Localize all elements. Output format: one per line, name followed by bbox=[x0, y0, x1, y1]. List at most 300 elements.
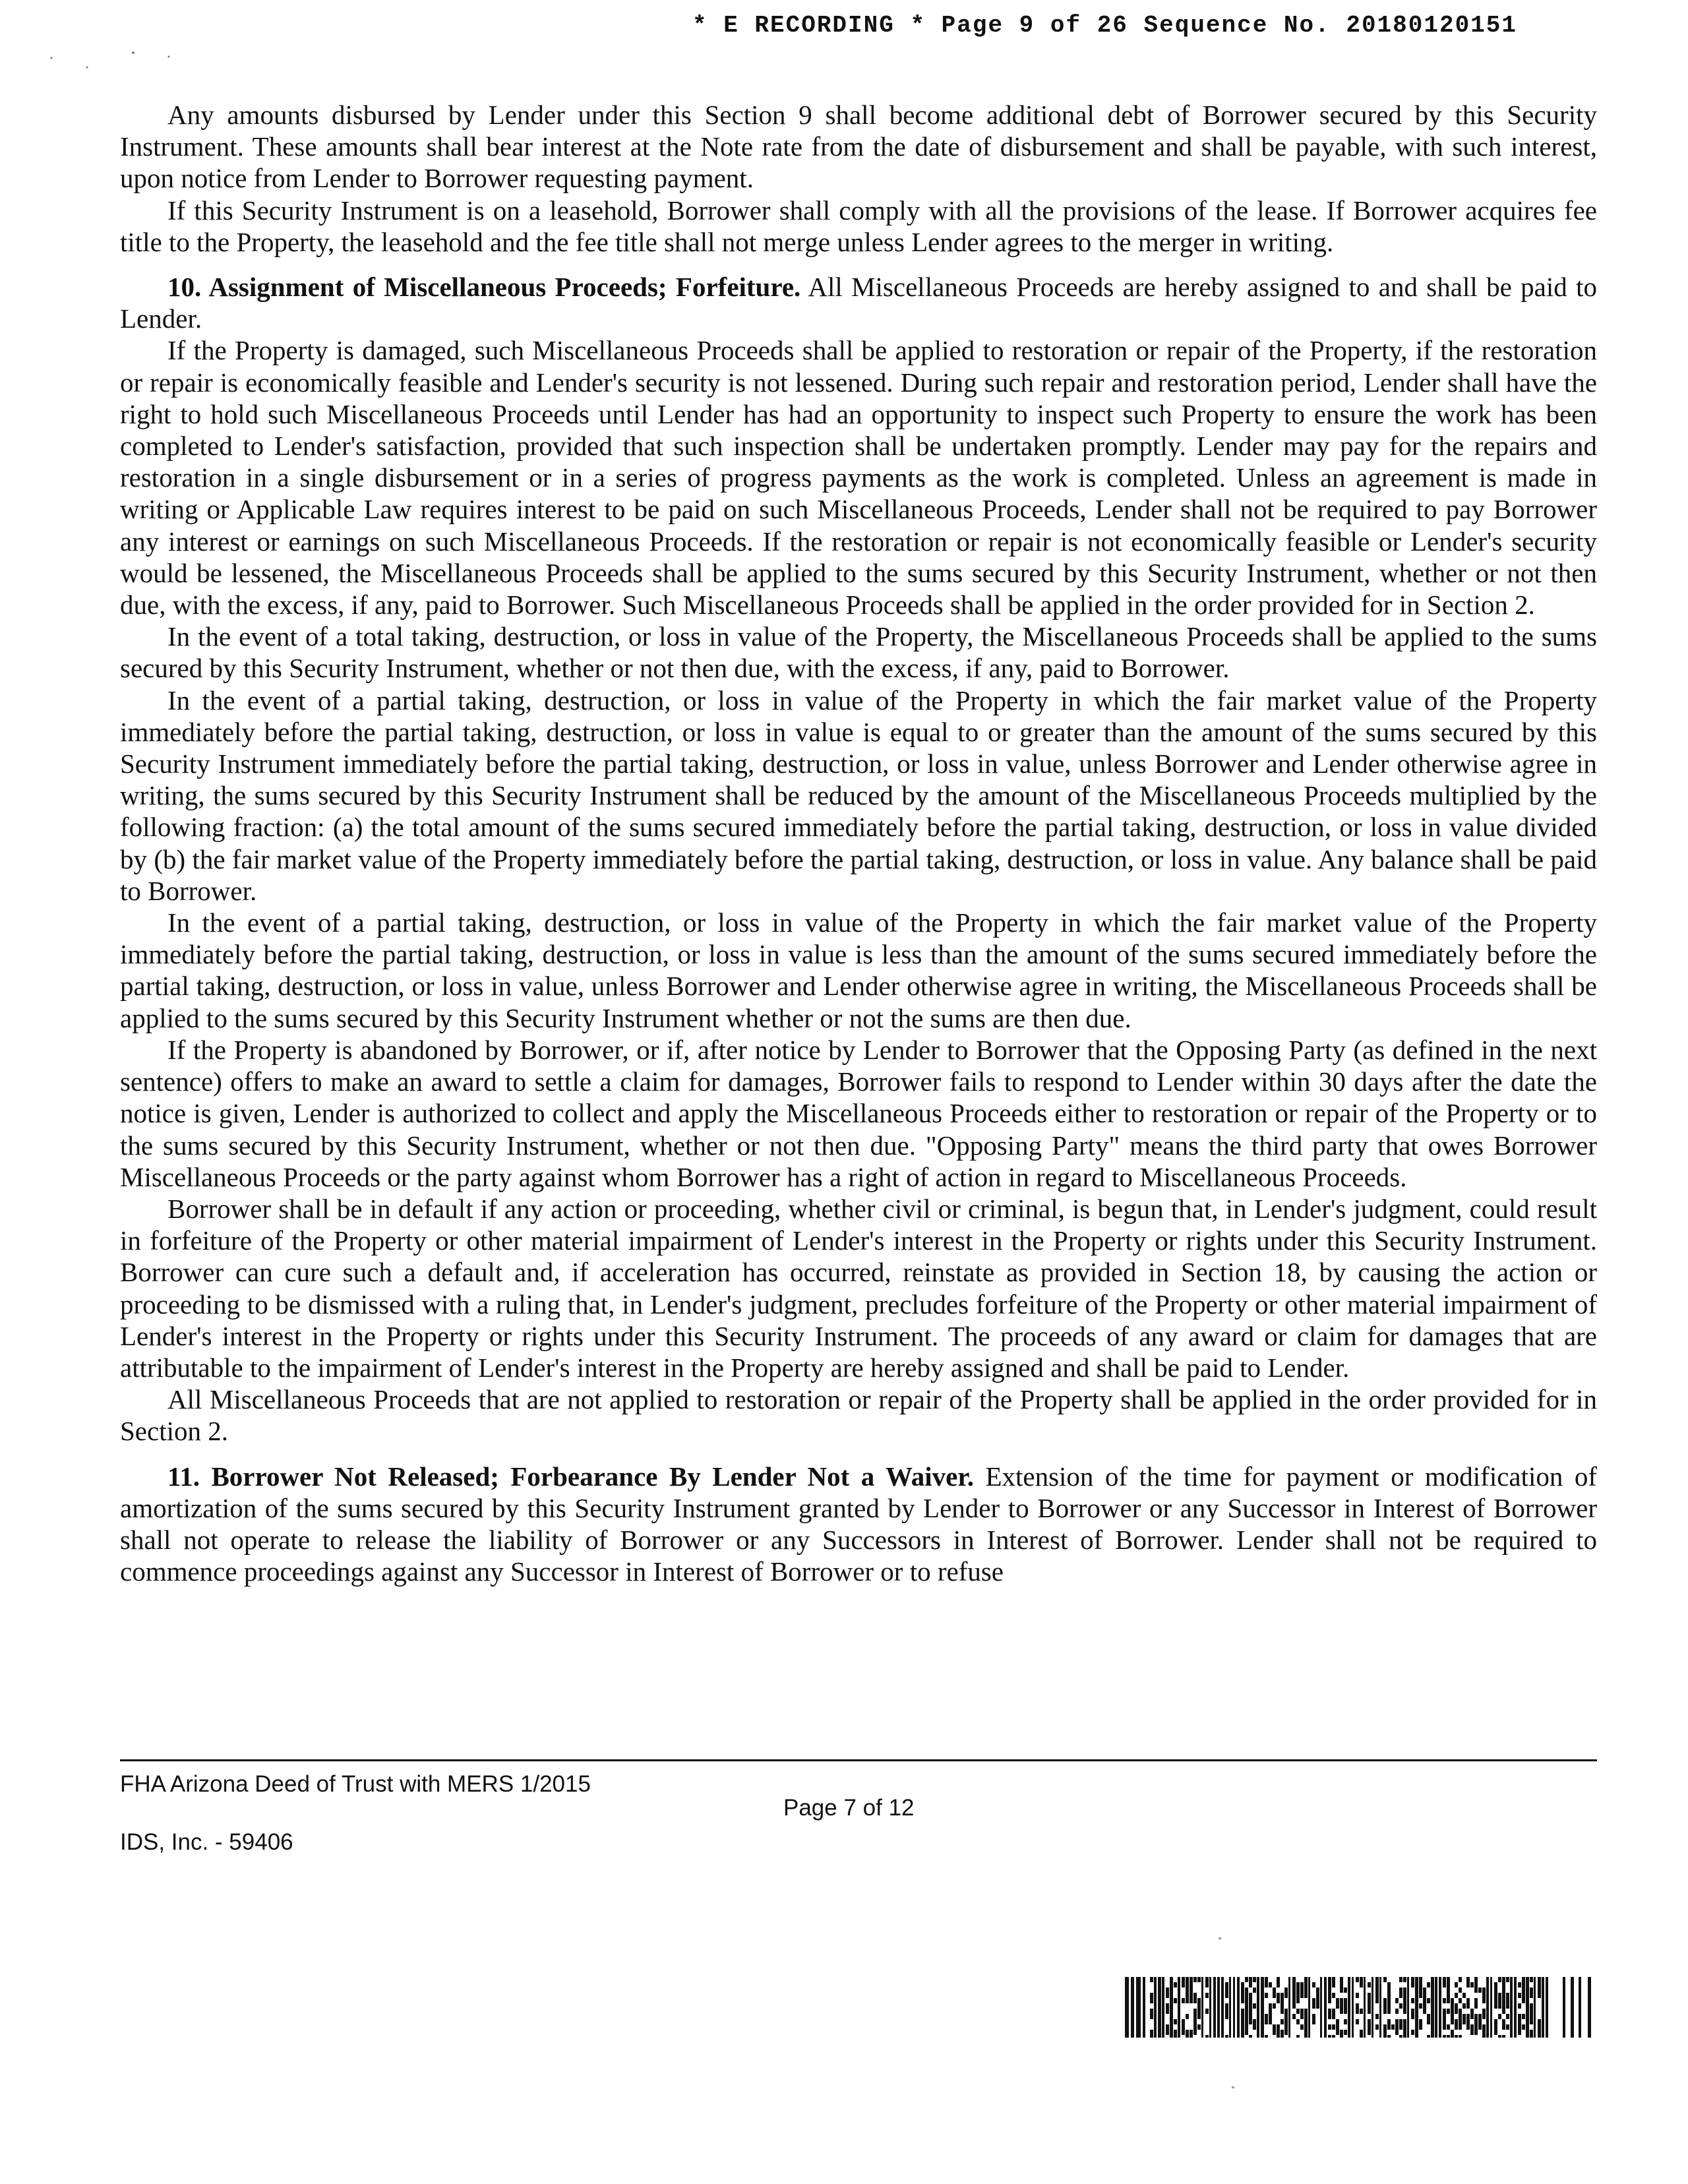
barcode-cell bbox=[1193, 1993, 1197, 1998]
barcode-cell bbox=[1205, 1977, 1209, 1982]
barcode-bar bbox=[1158, 1977, 1161, 2038]
barcode-cell bbox=[1530, 1987, 1533, 1993]
barcode-cell bbox=[1419, 1982, 1422, 1987]
paragraph-text: In the event of a total taking, destruction, or loss in value of the Property, the Miscellaneous Proceeds shall be applied to the sums secured by this Security Instrument, whether or not then due, with the excess, if any, paid to Borrower. bbox=[120, 621, 1597, 684]
paragraph-text: Extension of the time for payment or modification of amortization of the sums secured by this Security Instrument granted by Lender to Borrower or any Successor in Interest of Borrower shall not operate to release the liability of Borrower or any Successors in Interest of Borrower. Lender shall not be required to commence proceedings against any Successor in Interest of Borrower or to refuse bbox=[120, 1461, 1598, 1587]
barcode-cell bbox=[1265, 2019, 1268, 2024]
barcode-cell bbox=[1197, 2009, 1201, 2014]
barcode-cell bbox=[1399, 1993, 1402, 1998]
speck bbox=[86, 67, 88, 69]
barcode-cell bbox=[1190, 2035, 1193, 2038]
barcode-cell bbox=[1530, 2009, 1533, 2014]
barcode-cell bbox=[1281, 2009, 1284, 2014]
barcode-cell bbox=[1292, 1993, 1296, 1998]
barcode-cell bbox=[1462, 2014, 1466, 2019]
barcode-bar bbox=[1490, 1977, 1492, 2038]
barcode-cell bbox=[1391, 2024, 1395, 2030]
barcode-cell bbox=[1462, 2019, 1466, 2024]
speck bbox=[132, 51, 135, 54]
barcode-cell bbox=[1538, 2030, 1541, 2035]
barcode-cell bbox=[1419, 1987, 1422, 1993]
barcode-cell bbox=[1502, 1982, 1505, 1987]
paragraph bbox=[120, 1383, 1597, 1447]
barcode-cell bbox=[1225, 2035, 1228, 2038]
barcode-cell bbox=[1269, 2009, 1272, 2014]
barcode-cell bbox=[1522, 1977, 1525, 1982]
barcode-cell bbox=[1253, 1977, 1256, 1982]
barcode-cell bbox=[1518, 1982, 1521, 1987]
barcode-bar bbox=[1257, 1977, 1259, 2038]
barcode-cell bbox=[1277, 1993, 1280, 1998]
barcode-cell bbox=[1427, 1982, 1430, 1987]
paragraph bbox=[120, 1034, 1597, 1193]
barcode-cell bbox=[1193, 2009, 1197, 2014]
barcode-cell bbox=[1411, 1982, 1414, 1987]
barcode-cell bbox=[1300, 2009, 1304, 2014]
barcode-bar bbox=[1209, 1977, 1211, 2038]
barcode-cell bbox=[1332, 2035, 1335, 2038]
barcode-bar bbox=[1588, 1977, 1591, 2038]
barcode-cell bbox=[1459, 1987, 1462, 1993]
barcode-cell bbox=[1518, 2019, 1521, 2024]
barcode-cell bbox=[1205, 1993, 1209, 1998]
barcode-cell bbox=[1253, 2019, 1256, 2024]
barcode-cell bbox=[1273, 1987, 1276, 1993]
barcode-cell bbox=[1466, 2014, 1470, 2019]
barcode-cell bbox=[1225, 2003, 1228, 2009]
barcode-cell bbox=[1166, 1993, 1169, 1998]
barcode-cell bbox=[1174, 2019, 1177, 2024]
barcode-bar bbox=[1308, 1977, 1310, 2038]
barcode-cell bbox=[1245, 1987, 1248, 1993]
barcode-cell bbox=[1249, 1998, 1252, 2003]
paragraph-text: If the Property is abandoned by Borrower, or if, after notice by Lender to Borrower that the Opposing Party (as defined in the next sentence) offers to make an award to settle a claim for damages, Borrower fails to respond to Lender within 30 days after the date the notice is given, Lender is authorized to collect and apply the Miscellaneous Proceeds either to restoration or repair of the Property or to the sums secured by this Security Instrument, whether or not then due. "Opposing Party" means the third party that owes Borrower Miscellaneous Proceeds or the party against whom Borrower has a right of action in regard to Miscellaneous Proceeds. bbox=[120, 1034, 1597, 1192]
barcode-cell bbox=[1253, 2024, 1256, 2030]
barcode-cell bbox=[1470, 2014, 1474, 2019]
barcode-cell bbox=[1399, 2019, 1402, 2024]
barcode-cell bbox=[1190, 2030, 1193, 2035]
barcode-cell bbox=[1494, 2019, 1497, 2024]
barcode-cell bbox=[1241, 2035, 1244, 2038]
barcode-cell bbox=[1498, 1977, 1501, 1982]
barcode-cell bbox=[1241, 2009, 1244, 2014]
barcode-bar bbox=[1348, 1977, 1350, 2038]
barcode-cell bbox=[1356, 1977, 1359, 1982]
barcode-cell bbox=[1411, 1977, 1414, 1982]
barcode-cell bbox=[1387, 1993, 1391, 1998]
barcode-cell bbox=[1466, 1998, 1470, 2003]
barcode-cell bbox=[1292, 1998, 1296, 2003]
barcode-cell bbox=[1340, 1982, 1343, 1987]
barcode-bar bbox=[1261, 1977, 1264, 2038]
barcode-cell bbox=[1383, 2003, 1387, 2009]
barcode-cell bbox=[1193, 2014, 1197, 2019]
barcode-cell bbox=[1474, 1982, 1478, 1987]
barcode-cell bbox=[1174, 2035, 1177, 2038]
paragraph bbox=[120, 334, 1597, 621]
barcode-cell bbox=[1360, 2009, 1363, 2014]
barcode-cell bbox=[1296, 1987, 1300, 1993]
barcode-cell bbox=[1530, 2035, 1533, 2038]
barcode-cell bbox=[1273, 2024, 1276, 2030]
barcode-cell bbox=[1466, 2019, 1470, 2024]
paragraph-text: Borrower shall be in default if any action or proceeding, whether civil or criminal, is begun that, in Lender's judgment, could result in forfeiture of the Property or other material impairment of Lender's interest in the Property or rights under this Security Instrument. Borrower can cure such a default and, if acceleration has occurred, reinstate as provided in Section 18, by causing the action or proceeding to be dismissed with a ruling that, in Lender's judgment, precludes forfeiture of the Property or other material impairment of Lender's interest in the Property or rights under this Security Instrument. The proceeds of any award or claim for damages that are attributable to the impairment of Lender's interest in the Property are hereby assigned and shall be paid to Lender. bbox=[120, 1193, 1597, 1383]
barcode-cell bbox=[1419, 1993, 1422, 1998]
barcode-cell bbox=[1403, 2009, 1406, 2014]
barcode-cell bbox=[1328, 1998, 1331, 2003]
barcode-cell bbox=[1411, 2014, 1414, 2019]
barcode-cell bbox=[1502, 1977, 1505, 1982]
barcode-bar bbox=[1364, 1977, 1366, 2038]
barcode-cell bbox=[1316, 1998, 1319, 2003]
barcode-cell bbox=[1190, 1998, 1193, 2003]
barcode-cell bbox=[1518, 2014, 1521, 2019]
barcode-cell bbox=[1478, 1987, 1482, 1993]
barcode-cell bbox=[1284, 2024, 1288, 2030]
barcode-cell bbox=[1383, 2035, 1387, 2038]
barcode-bar bbox=[1431, 1977, 1434, 2038]
barcode-cell bbox=[1166, 2009, 1169, 2014]
barcode-cell bbox=[1482, 2035, 1486, 2038]
barcode-bar bbox=[1435, 1977, 1437, 2038]
barcode-cell bbox=[1193, 1977, 1197, 1982]
barcode-cell bbox=[1455, 2024, 1458, 2030]
barcode-cell bbox=[1470, 2030, 1474, 2035]
barcode-cell bbox=[1241, 1998, 1244, 2003]
barcode-cell bbox=[1245, 2014, 1248, 2019]
barcode-cell bbox=[1304, 2035, 1308, 2038]
barcode-cell bbox=[1328, 1987, 1331, 1993]
barcode-bar bbox=[1542, 1977, 1544, 2038]
barcode-cell bbox=[1447, 1993, 1450, 1998]
barcode-cell bbox=[1174, 2030, 1177, 2035]
barcode-cell bbox=[1245, 2009, 1248, 2014]
barcode-cell bbox=[1265, 1977, 1268, 1982]
barcode-cell bbox=[1459, 1977, 1462, 1982]
barcode-cell bbox=[1284, 2030, 1288, 2035]
barcode-cell bbox=[1241, 2030, 1244, 2035]
barcode-cell bbox=[1328, 2035, 1331, 2038]
barcode-cell bbox=[1506, 1993, 1509, 1998]
barcode-cell bbox=[1328, 1982, 1331, 1987]
barcode-cell bbox=[1455, 2035, 1458, 2038]
barcode-cell bbox=[1225, 1982, 1228, 1987]
barcode-cell bbox=[1190, 1977, 1193, 1982]
barcode-cell bbox=[1459, 2019, 1462, 2024]
barcode-cell bbox=[1340, 2035, 1343, 2038]
barcode-cell bbox=[1249, 2003, 1252, 2009]
barcode-cell bbox=[1193, 2030, 1197, 2035]
barcode-cell bbox=[1451, 2009, 1454, 2014]
barcode-cell bbox=[1277, 2030, 1280, 2035]
barcode-cell bbox=[1403, 1977, 1406, 1982]
barcode-cell bbox=[1182, 1977, 1185, 1982]
section-heading: 11. Borrower Not Released; Forbearance By Lender Not a Waiver. bbox=[167, 1461, 974, 1492]
document-body bbox=[120, 99, 1597, 1587]
barcode-cell bbox=[1455, 1993, 1458, 1998]
paragraph bbox=[120, 195, 1597, 258]
section-heading: 10. Assignment of Miscellaneous Proceeds; Forfeiture. bbox=[167, 272, 801, 303]
barcode-bar bbox=[1439, 1977, 1441, 2038]
barcode-cell bbox=[1292, 1982, 1296, 1987]
barcode-cell bbox=[1419, 2003, 1422, 2009]
barcode-bar bbox=[1526, 1977, 1529, 2038]
paragraph bbox=[120, 621, 1597, 684]
barcode-cell bbox=[1375, 1998, 1379, 2003]
barcode-cell bbox=[1538, 2019, 1541, 2024]
barcode-cell bbox=[1494, 1982, 1497, 1987]
barcode-cell bbox=[1245, 1977, 1248, 1982]
barcode-cell bbox=[1395, 1998, 1399, 2003]
barcode-cell bbox=[1470, 2024, 1474, 2030]
barcode-cell bbox=[1269, 2019, 1272, 2024]
barcode-cell bbox=[1249, 2019, 1252, 2024]
barcode-cell bbox=[1502, 2024, 1505, 2030]
barcode-cell bbox=[1360, 1977, 1363, 1982]
barcode-cell bbox=[1466, 1982, 1470, 1987]
barcode-cell bbox=[1506, 1977, 1509, 1982]
barcode-cell bbox=[1474, 2024, 1478, 2030]
barcode-cell bbox=[1344, 2030, 1347, 2035]
barcode-cell bbox=[1296, 2009, 1300, 2014]
barcode-cell bbox=[1281, 2030, 1284, 2035]
barcode-cell bbox=[1273, 1993, 1276, 1998]
paragraph-text: If the Property is damaged, such Miscellaneous Proceeds shall be applied to restoration or repair of the Property, if the restoration or repair is economically feasible and Lender's security is not lessened. During such repair and restoration period, Lender shall have the right to hold such Miscellaneous Proceeds until Lender has had an opportunity to inspect such Property to ensure the work has been completed to Lender's satisfaction, provided that such inspection shall be undertaken promptly. Lender may pay for the repairs and restoration in a single disbursement or in a series of progress payments as the work is completed. Unless an agreement is made in writing or Applicable Law requires interest to be paid on such Miscellaneous Proceeds, Lender shall not be required to pay Borrower any interest or earnings on such Miscellaneous Proceeds. If the restoration or repair is not economically feasible or Lender's security would be lessened, the Miscellaneous Proceeds shall be applied to the sums secured by this Security Instrument, whether or not then due, with the excess, if any, paid to Borrower. Such Miscellaneous Proceeds shall be applied in the order provided for in Section 2. bbox=[120, 335, 1597, 621]
barcode-cell bbox=[1182, 2024, 1185, 2030]
barcode-bar bbox=[1233, 1977, 1235, 2038]
barcode-cell bbox=[1150, 2009, 1153, 2014]
barcode-cell bbox=[1403, 1993, 1406, 1998]
barcode-cell bbox=[1482, 2009, 1486, 2014]
barcode-cell bbox=[1245, 1993, 1248, 1998]
barcode-cell bbox=[1245, 2019, 1248, 2024]
barcode-cell bbox=[1249, 1977, 1252, 1982]
barcode-cell bbox=[1186, 2014, 1189, 2019]
barcode-bar bbox=[1324, 1977, 1327, 2038]
barcode-cell bbox=[1502, 2003, 1505, 2009]
barcode-cell bbox=[1336, 1998, 1339, 2003]
barcode-cell bbox=[1197, 1977, 1201, 1982]
barcode-cell bbox=[1336, 2024, 1339, 2030]
barcode-cell bbox=[1225, 2009, 1228, 2014]
barcode-cell bbox=[1530, 1977, 1533, 1982]
barcode-cell bbox=[1502, 1998, 1505, 2003]
barcode-cell bbox=[1281, 2035, 1284, 2038]
barcode-cell bbox=[1296, 1982, 1300, 1987]
barcode-cell bbox=[1498, 2014, 1501, 2019]
barcode-cell bbox=[1482, 1993, 1486, 1998]
barcode-cell bbox=[1277, 1982, 1280, 1987]
barcode-cell bbox=[1281, 1993, 1284, 1998]
barcode-cell bbox=[1502, 1987, 1505, 1993]
barcode-cell bbox=[1383, 1977, 1387, 1982]
barcode-cell bbox=[1340, 2003, 1343, 2009]
barcode-cell bbox=[1332, 1993, 1335, 1998]
barcode-cell bbox=[1166, 2003, 1169, 2009]
barcode-cell bbox=[1332, 2024, 1335, 2030]
barcode-cell bbox=[1300, 1987, 1304, 1993]
barcode-cell bbox=[1304, 2030, 1308, 2035]
barcode-cell bbox=[1538, 1982, 1541, 1987]
section-11-paragraph bbox=[120, 1461, 1597, 1588]
barcode-cell bbox=[1273, 2030, 1276, 2035]
barcode-cell bbox=[1245, 2003, 1248, 2009]
barcode-cell bbox=[1451, 1998, 1454, 2003]
barcode-cell bbox=[1387, 1998, 1391, 2003]
barcode-cell bbox=[1269, 1982, 1272, 1987]
scan-specks bbox=[40, 46, 198, 86]
barcode-cell bbox=[1336, 2030, 1339, 2035]
barcode-cell bbox=[1506, 2014, 1509, 2019]
barcode-cell bbox=[1197, 2014, 1201, 2019]
speck bbox=[168, 56, 170, 58]
barcode-cell bbox=[1344, 2019, 1347, 2024]
barcode-cell bbox=[1482, 2014, 1486, 2019]
barcode-cell bbox=[1530, 2014, 1533, 2019]
speck bbox=[51, 57, 53, 59]
barcode-cell bbox=[1494, 2003, 1497, 2009]
barcode-cell bbox=[1411, 1998, 1414, 2003]
barcode-cell bbox=[1182, 2030, 1185, 2035]
barcode-bar bbox=[1221, 1977, 1224, 2038]
barcode-cell bbox=[1427, 2035, 1430, 2038]
barcode-cell bbox=[1300, 1993, 1304, 1998]
barcode-bar bbox=[1379, 1977, 1381, 2038]
barcode-cell bbox=[1443, 2035, 1446, 2038]
barcode-cell bbox=[1241, 1987, 1244, 1993]
barcode-cell bbox=[1530, 2030, 1533, 2035]
barcode-cell bbox=[1193, 1998, 1197, 2003]
barcode-bar bbox=[1136, 1977, 1141, 2038]
barcode-cell bbox=[1474, 1998, 1478, 2003]
barcode-cell bbox=[1336, 2019, 1339, 2024]
barcode-cell bbox=[1447, 1987, 1450, 1993]
barcode-cell bbox=[1494, 1993, 1497, 1998]
barcode-cell bbox=[1190, 1987, 1193, 1993]
barcode-cell bbox=[1304, 2024, 1308, 2030]
barcode-cell bbox=[1482, 1987, 1486, 1993]
barcode-cell bbox=[1411, 2030, 1414, 2035]
barcode-cell bbox=[1478, 2014, 1482, 2019]
barcode-cell bbox=[1186, 1993, 1189, 1998]
barcode-cell bbox=[1451, 2014, 1454, 2019]
barcode-cell bbox=[1387, 2009, 1391, 2014]
barcode-cell bbox=[1455, 2019, 1458, 2024]
barcode-cell bbox=[1186, 2035, 1189, 2038]
barcode-cell bbox=[1455, 1982, 1458, 1987]
barcode-cell bbox=[1356, 1993, 1359, 1998]
barcode-cell bbox=[1150, 2030, 1153, 2035]
barcode-cell bbox=[1403, 1998, 1406, 2003]
barcode-cell bbox=[1494, 2030, 1497, 2035]
barcode-cell bbox=[1241, 1993, 1244, 1998]
barcode-cell bbox=[1498, 2003, 1501, 2009]
barcode-cell bbox=[1205, 1982, 1209, 1987]
barcode-bar bbox=[1217, 1977, 1220, 2038]
barcode-cell bbox=[1281, 2019, 1284, 2024]
barcode-cell bbox=[1277, 2035, 1280, 2038]
barcode-cell bbox=[1459, 1998, 1462, 2003]
barcode-cell bbox=[1332, 1977, 1335, 1982]
barcode-cell bbox=[1466, 1977, 1470, 1982]
barcode-cell bbox=[1186, 1998, 1189, 2003]
paragraph-text: In the event of a partial taking, destruction, or loss in value of the Property in which the fair market value of the Property immediately before the partial taking, destruction, or loss in value is equal to or greater than the amount of the sums secured by this Security Instrument immediately before the partial taking, destruction, or loss in value, unless Borrower and Lender otherwise agree in writing, the sums secured by this Security Instrument shall be reduced by the amount of the Miscellaneous Proceeds multiplied by the following fraction: (a) the total amount of the sums secured immediately before the partial taking, destruction, or loss in value divided by (b) the fair market value of the Property immediately before the partial taking, destruction, or loss in value. Any balance shall be paid to Borrower. bbox=[120, 684, 1597, 906]
barcode-cell bbox=[1312, 2014, 1315, 2019]
barcode-cell bbox=[1197, 1998, 1201, 2003]
barcode-cell bbox=[1368, 2003, 1371, 2009]
barcode-cell bbox=[1459, 2035, 1462, 2038]
barcode-cell bbox=[1296, 1993, 1300, 1998]
barcode-cell bbox=[1312, 1998, 1315, 2003]
barcode-bar bbox=[1486, 1977, 1489, 2038]
barcode-cell bbox=[1356, 2009, 1359, 2014]
barcode-cell bbox=[1281, 1998, 1284, 2003]
barcode-cell bbox=[1328, 2024, 1331, 2030]
footer-form-name: FHA Arizona Deed of Trust with MERS 1/2015 bbox=[120, 1771, 591, 1797]
barcode-cell bbox=[1474, 1987, 1478, 1993]
paragraph-text: All Miscellaneous Proceeds that are not applied to restoration or repair of the Property shall be applied in the order provided for in Section 2. bbox=[120, 1384, 1597, 1447]
barcode-cell bbox=[1530, 1993, 1533, 1998]
scan-speck bbox=[1232, 2086, 1234, 2088]
barcode-cell bbox=[1368, 1982, 1371, 1987]
barcode-bar bbox=[1514, 1977, 1517, 2038]
barcode-bar bbox=[1407, 1977, 1409, 2038]
barcode-cell bbox=[1387, 1987, 1391, 1993]
barcode-cell bbox=[1502, 2009, 1505, 2014]
barcode-cell bbox=[1356, 2003, 1359, 2009]
barcode-cell bbox=[1304, 2019, 1308, 2024]
barcode-cell bbox=[1225, 2014, 1228, 2019]
barcode-cell bbox=[1265, 1982, 1268, 1987]
barcode-cell bbox=[1166, 1987, 1169, 1993]
barcode-cell bbox=[1538, 1977, 1541, 1982]
barcode-cell bbox=[1387, 2003, 1391, 2009]
barcode-cell bbox=[1300, 1982, 1304, 1987]
barcode-bar bbox=[1546, 1977, 1548, 2038]
barcode-bar bbox=[1571, 1977, 1574, 2038]
barcode-cell bbox=[1474, 2003, 1478, 2009]
barcode-cell bbox=[1249, 2009, 1252, 2014]
barcode-cell bbox=[1375, 1987, 1379, 1993]
barcode-cell bbox=[1399, 1977, 1402, 1982]
barcode-cell bbox=[1451, 2003, 1454, 2009]
barcode-cell bbox=[1518, 1993, 1521, 1998]
barcode-cell bbox=[1225, 1993, 1228, 1998]
barcode-cell bbox=[1403, 1987, 1406, 1993]
barcode-cell bbox=[1482, 2024, 1486, 2030]
barcode-cell bbox=[1455, 2009, 1458, 2014]
barcode-cell bbox=[1340, 1987, 1343, 1993]
barcode-cell bbox=[1375, 2014, 1379, 2019]
recording-header: * E RECORDING * Page 9 of 26 Sequence No. 20180120151 bbox=[692, 12, 1517, 39]
barcode-cell bbox=[1336, 2003, 1339, 2009]
barcode-cell bbox=[1304, 2014, 1308, 2019]
barcode-cell bbox=[1538, 2035, 1541, 2038]
barcode-cell bbox=[1166, 2024, 1169, 2030]
barcode-cell bbox=[1245, 2030, 1248, 2035]
barcode-cell bbox=[1328, 1993, 1331, 1998]
barcode-cell bbox=[1205, 2009, 1209, 2014]
barcode-cell bbox=[1423, 2003, 1426, 2009]
barcode-cell bbox=[1316, 1993, 1319, 1998]
barcode-cell bbox=[1344, 2009, 1347, 2014]
barcode-cell bbox=[1451, 2030, 1454, 2035]
barcode-cell bbox=[1443, 1977, 1446, 1982]
barcode-cell bbox=[1522, 1993, 1525, 1998]
barcode-cell bbox=[1186, 2030, 1189, 2035]
barcode-cell bbox=[1478, 2024, 1482, 2030]
barcode-cell bbox=[1368, 1993, 1371, 1998]
